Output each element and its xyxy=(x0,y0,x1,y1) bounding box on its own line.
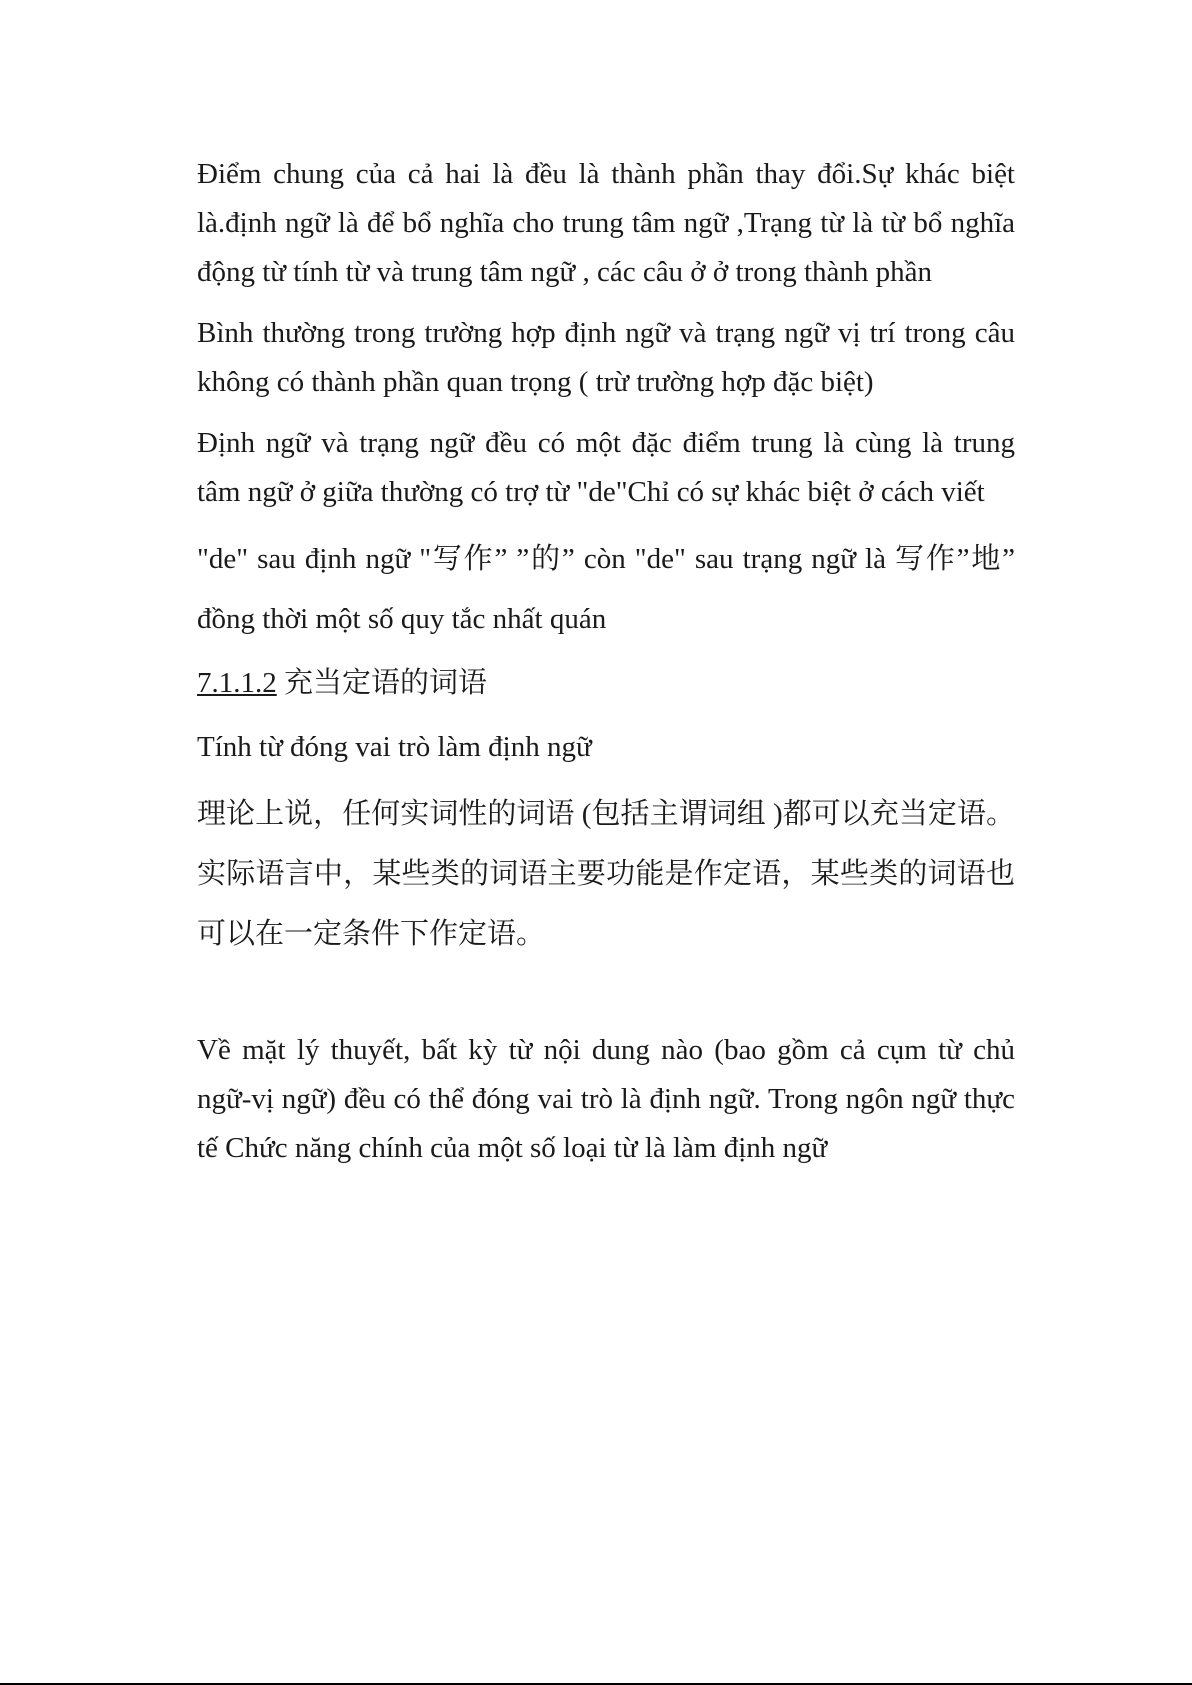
section-title: 充当定语的词语 xyxy=(276,667,488,699)
paragraph-position: Bình thường trong trường hợp định ngữ và trạng ngữ vị trí trong câu không có thành phần quan trọng ( trừ trường hợp đặc biệt) xyxy=(197,317,1015,398)
section-heading xyxy=(197,657,1015,709)
paragraph-particle-de: Định ngữ và trạng ngữ đều có một đặc điểm trung là cùng là trung tâm ngữ ở giữa thường có trợ từ "de"Chỉ có sự khác biệt ở cách viết xyxy=(197,427,1015,508)
paragraph-writing-de: "de" sau định ngữ "写作” ”的” còn "de" sau trạng ngữ là 写作”地” đồng thời một số quy tắc nhất quán xyxy=(197,543,1015,635)
paragraph-common-points: Điểm chung của cả hai là đều là thành phần thay đổi.Sự khác biệt là.định ngữ là để bổ nghĩa cho trung tâm ngữ ,Trạng từ là từ bổ nghĩa động từ tính từ và trung tâm ngữ , các câu ở ở trong thành phần xyxy=(197,158,1015,288)
paragraph-chinese-theory: 理论上说，任何实词性的词语 (包括主谓词组 )都可以充当定语。实际语言中，某些类的词语主要功能是作定语，某些类的词语也可以在一定条件下作定语。 xyxy=(197,798,1015,950)
section-number: 7.1.1.2 xyxy=(197,667,277,699)
paragraph-adjective-attributive: Tính từ đóng vai trò làm định ngữ xyxy=(197,731,592,763)
paragraph-vietnamese-theory: Về mặt lý thuyết, bất kỳ từ nội dung nào (bao gồm cả cụm từ chủ ngữ-vị ngữ) đều có thể đóng vai trò là định ngữ. Trong ngôn ngữ thực tế Chức năng chính của một số loại từ là làm định ngữ xyxy=(197,1034,1015,1164)
document-page xyxy=(197,150,1015,1173)
